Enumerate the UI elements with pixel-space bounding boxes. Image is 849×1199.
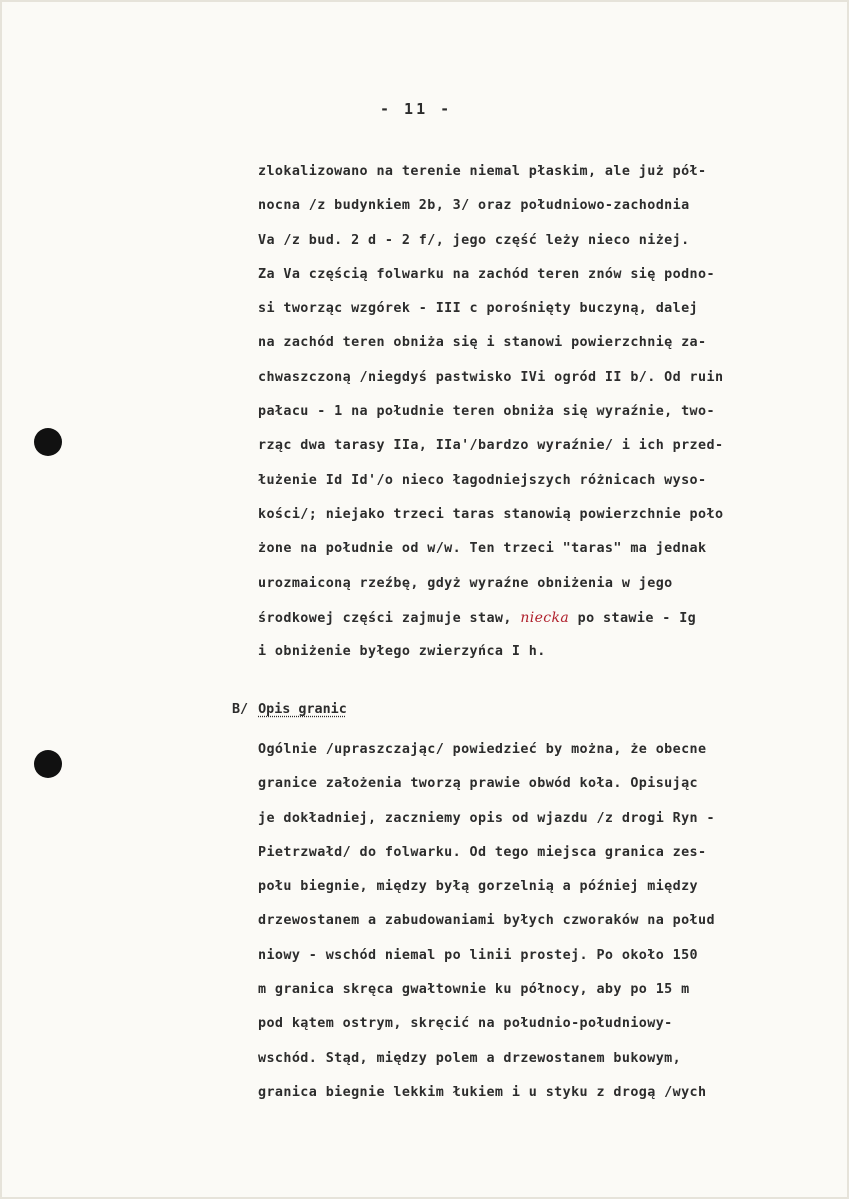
text-line: na zachód teren obniża się i stanowi powierzchnię za- [258, 335, 707, 351]
text-line: m granica skręca gwałtownie ku północy, aby po 15 m [258, 982, 690, 998]
section-label: B/ [232, 702, 249, 717]
text-line: wschód. Stąd, między polem a drzewostanem bukowym, [258, 1050, 682, 1066]
text-line: połu biegnie, między byłą gorzelnią a później między [258, 879, 699, 895]
text-line: żone na południe od w/w. Ten trzeci "taras" ma jednak [258, 541, 707, 557]
text-line: urozmaiconą rzeźbę, gdyż wyraźne obniżenia w jego [258, 575, 673, 591]
text-line: Pietrzwałd/ do folwarku. Od tego miejsca granica zes- [258, 844, 707, 860]
text-line: Va /z bud. 2 d - 2 f/, jego część leży nieco niżej. [258, 232, 690, 248]
text-line: drzewostanem a zabudowaniami byłych czworaków na połud [258, 913, 715, 929]
section-heading [232, 702, 347, 717]
text-line: zlokalizowano na terenie niemal płaskim, ale już pół- [258, 164, 707, 179]
text-line: Za Va częścią folwarku na zachód teren znów się podno- [258, 266, 715, 282]
text-line: i obniżenie byłego zwierzyńca I h. [258, 644, 546, 660]
paragraph-terrain [258, 155, 828, 669]
text-line: nocna /z budynkiem 2b, 3/ oraz południowo-zachodnia [258, 198, 690, 214]
text-segment: po stawie - Ig [569, 610, 697, 626]
punch-hole-bottom [34, 750, 62, 778]
text-line: łużenie Id Id'/o nieco łagodniejszych różnicach wyso- [258, 472, 707, 488]
section-title: Opis granic [258, 702, 347, 717]
text-line: pod kątem ostrym, skręcić na południo-południowy- [258, 1016, 673, 1032]
text-line: chwaszczoną /niegdyś pastwisko IVi ogród II b/. Od ruin [258, 369, 724, 385]
page-number: - 11 - [380, 100, 453, 118]
handwritten-annotation: niecka [520, 609, 570, 626]
text-line: granica biegnie lekkim łukiem i u styku z drogą /wych [258, 1084, 707, 1100]
text-line: niowy - wschód niemal po linii prostej. Po około 150 [258, 947, 699, 963]
text-line: je dokładniej, zaczniemy opis od wjazdu /z drogi Ryn - [258, 810, 715, 826]
paragraph-boundaries [258, 733, 828, 1110]
text-line: Ogólnie /upraszczając/ powiedzieć by można, że obecne [258, 742, 707, 757]
text-segment: środkowej części zajmuje staw, [258, 610, 521, 626]
text-line: kości/; niejako trzeci taras stanowią powierzchnie poło [258, 506, 724, 522]
text-line-with-annotation [258, 601, 828, 635]
text-line: si tworząc wzgórek - III c porośnięty buczyną, dalej [258, 301, 699, 317]
text-line: pałacu - 1 na południe teren obniża się wyraźnie, two- [258, 404, 715, 420]
punch-hole-top [34, 428, 62, 456]
text-line: rząc dwa tarasy IIa, IIa'/bardzo wyraźnie/ i ich przed- [258, 438, 724, 454]
text-line: granice założenia tworzą prawie obwód koła. Opisując [258, 776, 699, 792]
